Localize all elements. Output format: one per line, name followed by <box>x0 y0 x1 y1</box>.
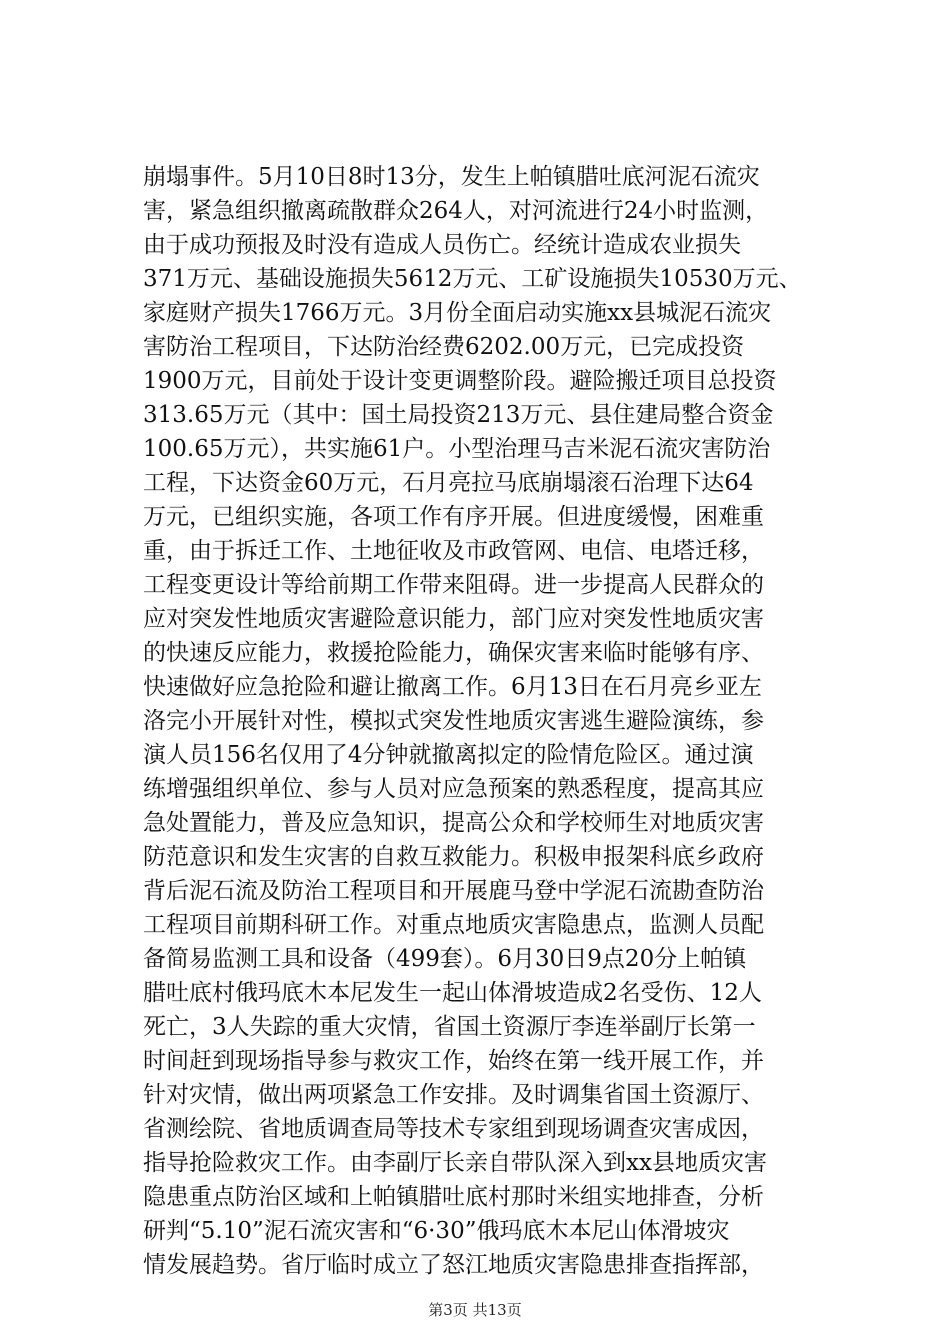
text-line: 防范意识和发生灾害的自救互救能力。积极申报架科底乡政府 <box>143 844 764 870</box>
body-paragraph <box>143 160 811 1282</box>
text-line: 演人员156名仅用了4分钟就撤离拟定的险情危险区。通过演 <box>143 742 754 768</box>
text-line: 害，紧急组织撤离疏散群众264人，对河流进行24小时监测， <box>143 198 769 224</box>
text-line: 由于成功预报及时没有造成人员伤亡。经统计造成农业损失 <box>143 232 741 258</box>
text-line: 工程，下达资金60万元，石月亮拉马底崩塌滚石治理下达64 <box>143 470 754 496</box>
text-line: 情发展趋势。省厅临时成立了怒江地质灾害隐患排查指挥部， <box>143 1252 764 1278</box>
text-line: 工程变更设计等给前期工作带来阻碍。进一步提高人民群众的 <box>143 572 764 598</box>
text-line: 1900万元，目前处于设计变更调整阶段。避险搬迁项目总投资 <box>143 368 777 394</box>
text-line: 应对突发性地质灾害避险意识能力，部门应对突发性地质灾害 <box>143 606 764 632</box>
text-line: 洛完小开展针对性，模拟式突发性地质灾害逃生避险演练，参 <box>143 708 764 734</box>
text-line: 背后泥石流及防治工程项目和开展鹿马登中学泥石流勘查防治 <box>143 878 764 904</box>
text-line: 家庭财产损失1766万元。3月份全面启动实施xx县城泥石流灾 <box>143 300 772 326</box>
text-line: 备简易监测工具和设备（499套）。6月30日9点20分上帕镇 <box>143 946 747 972</box>
page-footer: 第3页 共13页 <box>428 1301 522 1319</box>
text-line: 崩塌事件。5月10日8时13分，发生上帕镇腊吐底河泥石流灾 <box>143 164 760 190</box>
text-line: 急处置能力，普及应急知识，提高公众和学校师生对地质灾害 <box>143 810 764 836</box>
text-line: 腊吐底村俄玛底木本尼发生一起山体滑坡造成2名受伤、12人 <box>143 980 762 1006</box>
text-line: 371万元、基础设施损失5612万元、工矿设施损失10530万元、 <box>143 266 802 292</box>
text-line: 指导抢险救灾工作。由李副厅长亲自带队深入到xx县地质灾害 <box>143 1150 767 1176</box>
text-line: 练增强组织单位、参与人员对应急预案的熟悉程度，提高其应 <box>143 776 764 802</box>
text-line: 重，由于拆迁工作、土地征收及市政管网、电信、电塔迁移， <box>143 538 764 564</box>
text-line: 万元，已组织实施，各项工作有序开展。但进度缓慢，困难重 <box>143 504 764 530</box>
text-line: 研判“5.10”泥石流灾害和“6·30”俄玛底木本尼山体滑坡灾 <box>143 1218 730 1244</box>
text-line: 隐患重点防治区域和上帕镇腊吐底村那时米组实地排查，分析 <box>143 1184 764 1210</box>
text-line: 313.65万元（其中：国土局投资213万元、县住建局整合资金 <box>143 402 774 428</box>
text-line: 工程项目前期科研工作。对重点地质灾害隐患点，监测人员配 <box>143 912 764 938</box>
text-line: 省测绘院、省地质调查局等技术专家组到现场调查灾害成因， <box>143 1116 764 1142</box>
text-line: 时间赶到现场指导参与救灾工作，始终在第一线开展工作，并 <box>143 1048 764 1074</box>
text-line: 害防治工程项目，下达防治经费6202.00万元，已完成投资 <box>143 334 745 360</box>
text-line: 快速做好应急抢险和避让撤离工作。6月13日在石月亮乡亚左 <box>143 674 762 700</box>
text-line: 的快速反应能力，救援抢险能力，确保灾害来临时能够有序、 <box>143 640 764 666</box>
text-line: 100.65万元），共实施61户。小型治理马吉米泥石流灾害防治 <box>143 436 771 462</box>
text-line: 针对灾情，做出两项紧急工作安排。及时调集省国土资源厅、 <box>143 1082 764 1108</box>
text-line: 死亡，3人失踪的重大灾情，省国土资源厅李连举副厅长第一 <box>143 1014 756 1040</box>
